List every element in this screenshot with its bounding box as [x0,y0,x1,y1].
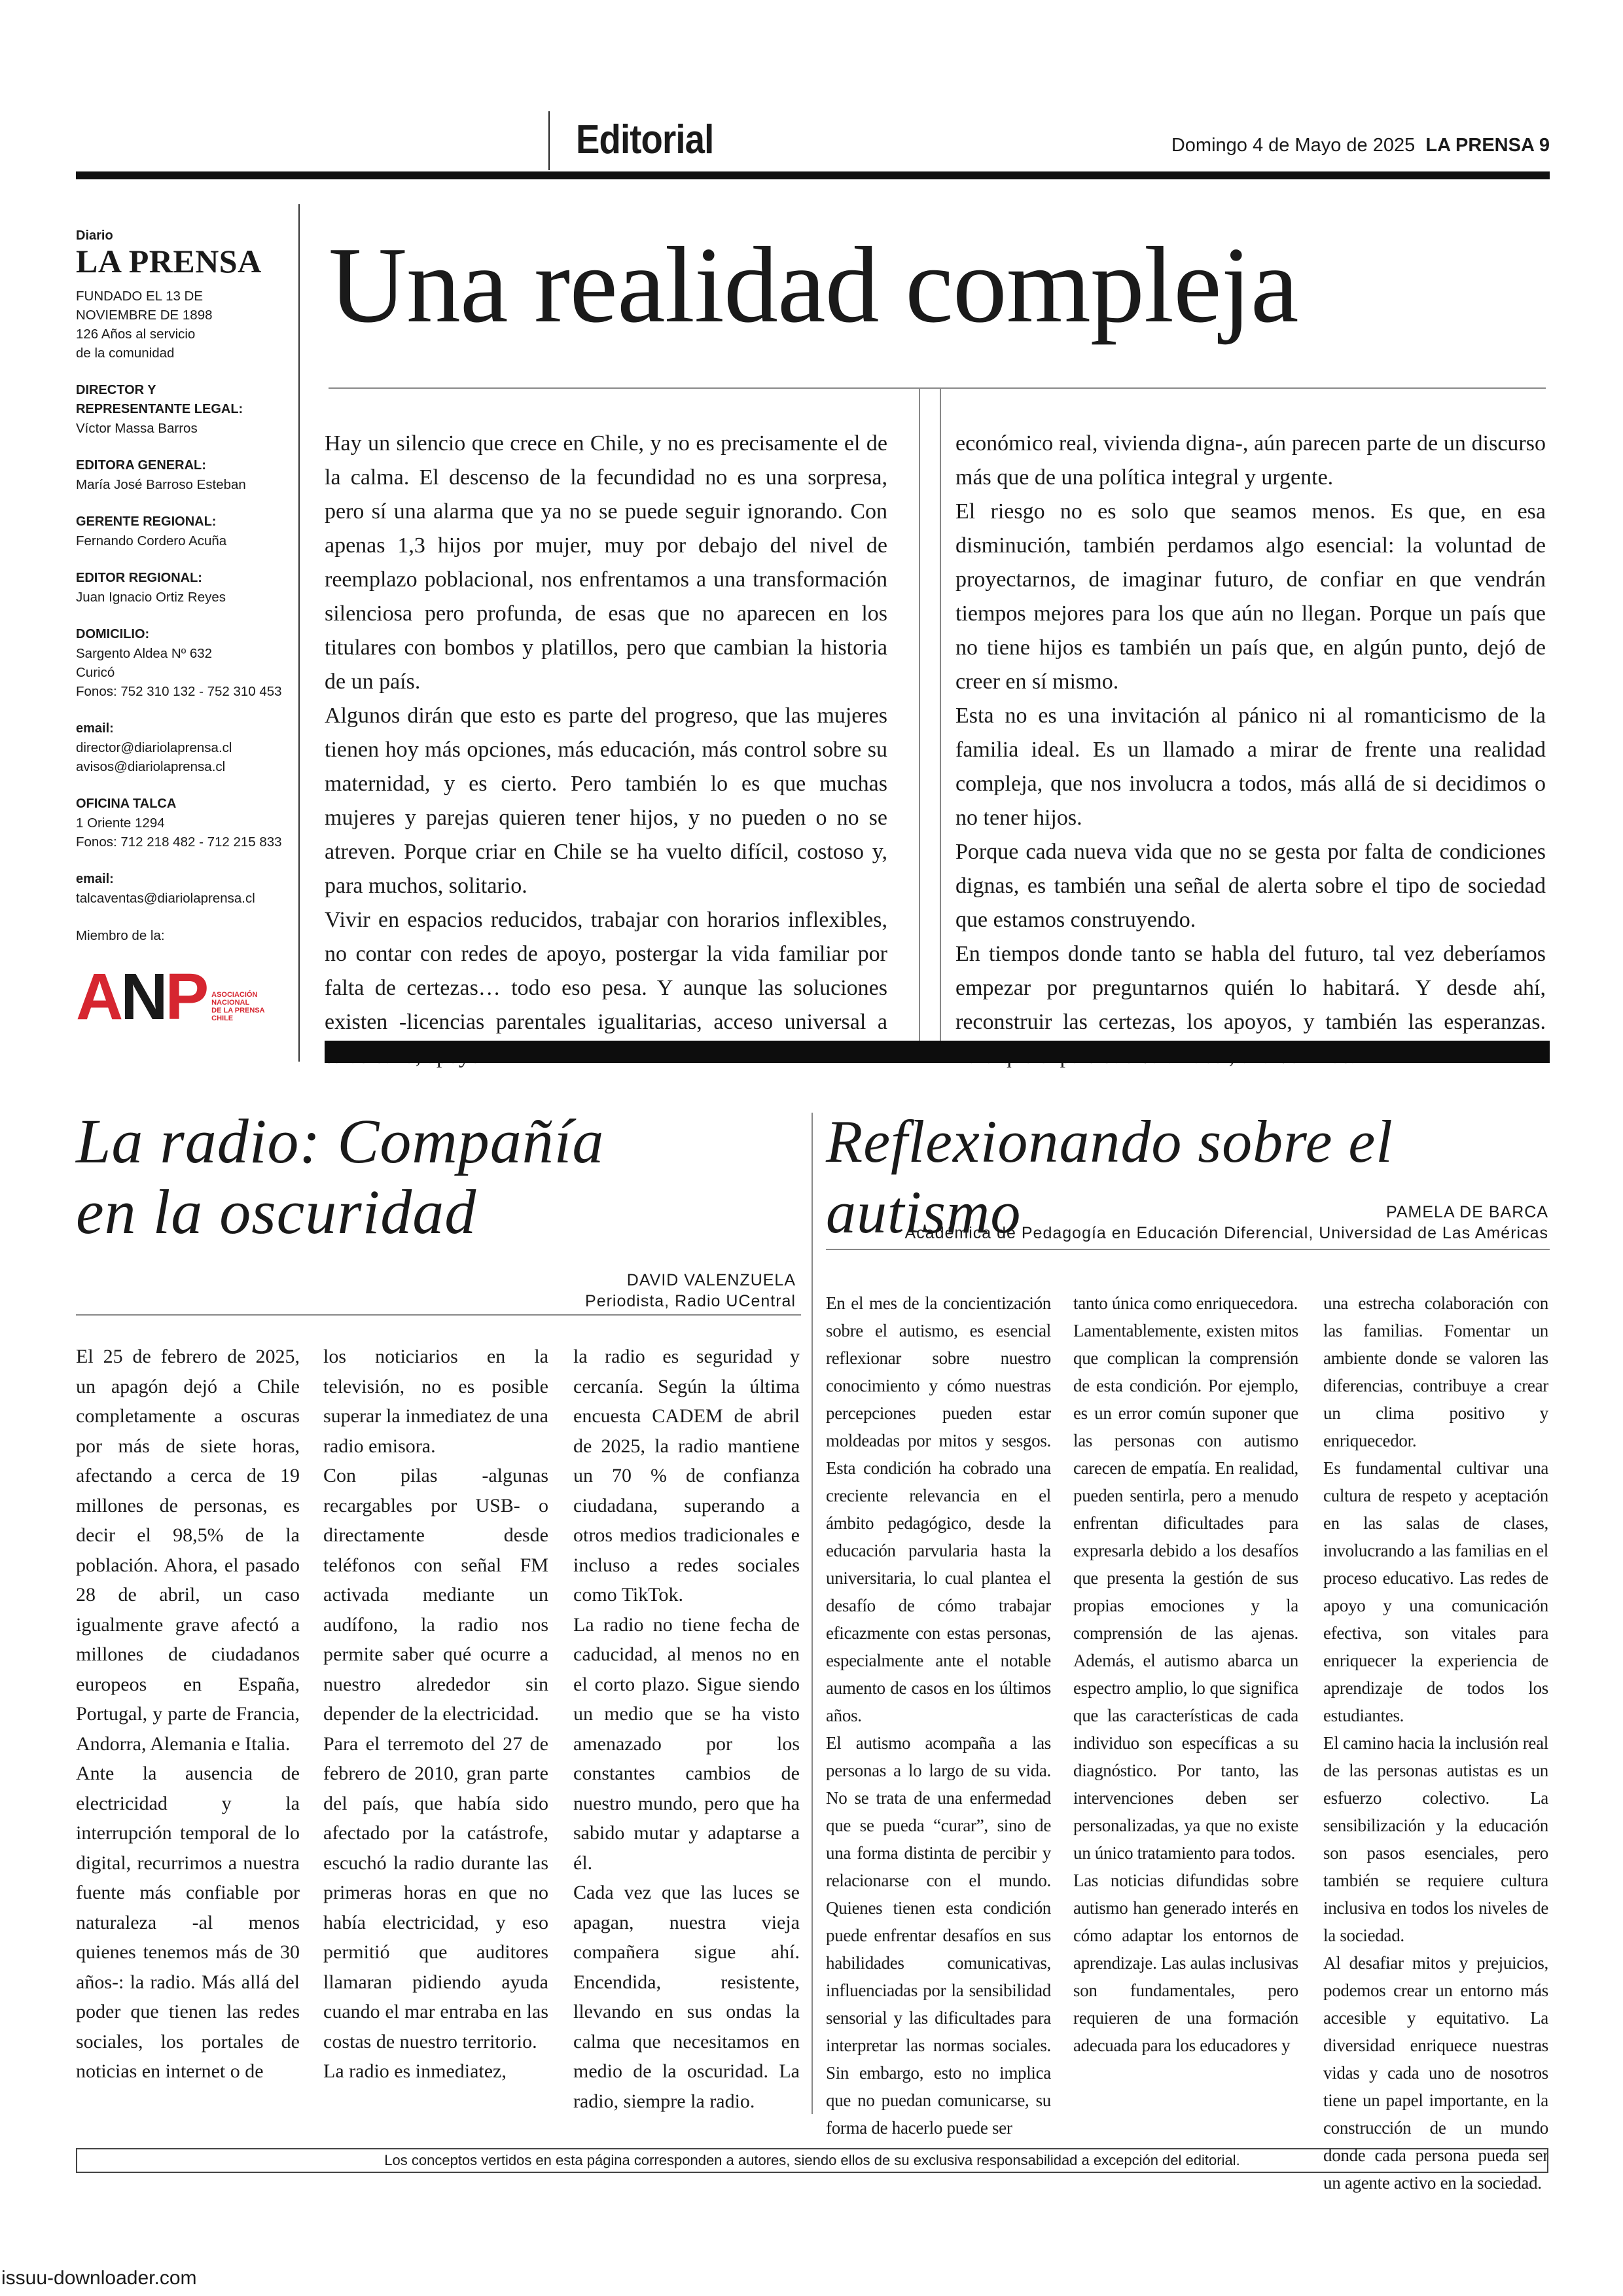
paragraph: Vivir en espacios reducidos, trabajar con horarios inflexibles, no contar con redes de apoyo, postergar la vida familiar por falta de certezas… todo eso pesa. Y aunque las soluciones existen -licencias parentales igualitarias, acceso universal a [325,908,887,1034]
disclaimer-box [76,2148,1548,2173]
editorial-title: Una realidad compleja [329,224,1298,345]
editora-block [76,456,298,494]
domicilio-line: Fonos: 752 310 132 - 752 310 453 [76,684,282,699]
domicilio-label: DOMICILIO: [76,627,150,641]
radio-column-2 [323,1342,548,2087]
director-label: DIRECTOR Y [76,383,156,397]
paragraph: La radio es inmediatez, [323,2060,507,2082]
editorial-column-divider [940,389,941,1041]
paragraph: En el mes de la concientización sobre el autismo, es esencial reflexionar sobre nuestro conocimiento y cómo nuestras percepciones pueden estar moldeadas por mitos y sesgos. Esta condición ha cobrado una creciente relevancia en el ámbito pedagógico, desde la educación parvularia hasta la universitaria, lo cual plantea el desafío de cómo trabajar eficazmente con estas personas, especialmente ante el notable aumento de casos en los últimos años. [826,1293,1051,1725]
paragraph: Ante la ausencia de electricidad y la interrupción temporal de lo digital, recurrimos a nuestra fuente más confiable por naturaleza -al menos quienes tenemos más de 30 años-: la radio. Más allá del poder que tienen las redes sociales, los portales de noticias en internet o de [76,1763,300,2082]
email-link[interactable]: avisos@diariolaprensa.cl [76,759,226,774]
radio-article-title [76,1106,770,1247]
paragraph: Las noticias difundidas sobre autismo han generado interés en cómo adaptar los entornos de aprendizaje. Las aulas inclusivas son fundamentales, pero requieren de una formación adecuada para los educadores y [1073,1871,1298,2055]
disclaimer-text: Los conceptos vertidos en esta página corresponden a autores, siendo ellos de su exclusiva responsabilidad a excepción del editorial. [384,2152,1240,2168]
anp-sub-line: CHILE [211,1014,234,1022]
gerente-label: GERENTE REGIONAL: [76,514,217,529]
articles-divider [812,1113,813,2114]
paragraph: Esta no es una invitación al pánico ni al romanticismo de la familia ideal. Es un llamado a mirar de frente una realidad compleja, que nos involucra a todos, más allá de si decidimos o no tener hijos. [955,704,1546,830]
editora-name: María José Barroso Esteban [76,477,246,492]
page-number: LA PRENSA 9 [1425,135,1550,156]
autismo-byline-rule [826,1249,1550,1250]
paragraph: económico real, vivienda digna-, aún parecen parte de un discurso más que de una política integral y urgente. [955,431,1546,490]
director-name: Víctor Massa Barros [76,421,198,436]
masthead-divider [298,204,300,1062]
author-name: DAVID VALENZUELA [626,1271,796,1289]
paragraph: Algunos dirán que esto es parte del progreso, que las mujeres tienen hoy más opciones, más educación, más control sobre su maternidad, y es cierto. Pero también lo es que muchas mujeres y parejas quieren tener hijos, y no pueden o no se atreven. Porque criar en Chile se ha vuelto difícil, costoso y, para muchos, solitario. [325,704,887,898]
radio-column-3 [573,1342,800,2116]
director-block [76,381,298,438]
autismo-column-2 [1073,1289,1298,2059]
paragraph: tanto única como enriquecedora. [1073,1293,1298,1313]
email2-block [76,870,298,908]
founded-line: FUNDADO EL 13 DE [76,289,204,304]
paragraph: En tiempos donde tanto se habla del futuro, tal vez deberíamos empezar por preguntarnos quién lo habitará. Y desde ahí, reconstruir las certezas, los apoyos, y también las esperanzas. [955,942,1546,1034]
paragraph: El riesgo no es solo que seamos menos. Es que, en esa disminución, también perdamos algo esencial: la voluntad de proyectarnos, de imaginar futuro, de confiar en que vendrán tiempos mejores para los que aún no llegan. Porque un país que no tiene hijos es también un país que, en algún punto, dejó de creer en sí mismo. [955,499,1546,694]
paragraph: Al desafiar mitos y prejuicios, podemos crear un entorno más accesible y equitativo. La diversidad enriquece nuestras vidas y cada uno de nosotros tiene un papel importante, en la construcción de un mundo donde cada persona pueda ser un agente activo en la sociedad. [1323,1953,1548,2193]
masthead-small: Diario [76,228,113,243]
header-divider [548,111,550,170]
editorial-title-rule [329,387,1546,389]
radio-byline-rule [76,1314,801,1316]
section-title: Editorial [576,117,714,162]
author-name: PAMELA DE BARCA [1386,1203,1548,1221]
editorial-column-1 [325,427,887,1073]
gerente-block [76,512,298,550]
autismo-column-1 [826,1289,1051,2142]
radio-byline [76,1270,796,1312]
domicilio-block [76,625,298,701]
paragraph: Cada vez que las luces se apagan, nuestra vieja compañera sigue ahí. Encendida, resistente, llevando en sus ondas la calma que necesitamos en medio de la oscuridad. La radio, siempre la radio. [573,1882,800,2112]
paragraph: El 25 de febrero de 2025, un apagón dejó a Chile completamente a oscuras por más de siete horas, afectando a cerca de 19 millones de personas, es decir el 98,5% de la población. Ahora, el pasado 28 de abril, un caso igualmente grave afectó a millones de ciudadanos europeos en España, Portugal, y parte de Francia, Andorra, Alemania e Italia. [76,1346,300,1755]
director-label: REPRESENTANTE LEGAL: [76,402,243,416]
paragraph: Lamentablemente, existen mitos que complican la comprensión de esta condición. Por ejemplo, es un error común suponer que las personas con autismo carecen de empatía. En realidad, pueden sentirla, pero a menudo enfrentan dificultades para expresarla debido a los desafíos que presenta la gestión de sus propias emociones y la comprensión de las ajenas. Además, el autismo abarca un espectro amplio, lo que significa que las características de cada individuo son específicas a su diagnóstico. Por tanto, las intervenciones deben ser personalizadas, ya que no existe un único tratamiento para todos. [1073,1321,1298,1863]
editor-label: EDITOR REGIONAL: [76,571,202,585]
autismo-article-title: Reflexionando sobre el autismo [826,1108,1393,1246]
issue-date: Domingo 4 de Mayo de 2025 [1171,135,1416,156]
editor-block [76,569,298,607]
gerente-name: Fernando Cordero Acuña [76,533,227,548]
watermark: issuu-downloader.com [1,2267,197,2289]
anp-sub-line: NACIONAL [211,999,250,1007]
autismo-byline [826,1202,1548,1244]
paragraph: El autismo acompaña a las personas a lo largo de su vida. No se trata de una enfermedad que se pueda “curar”, sino de una forma distinta de percibir y relacionarse con el mundo. Quienes tienen esta condición puede enfrentar desafíos en sus habilidades comunicativas, influenciadas por la sensibilidad sensorial y las dificultades para interpretar las normas sociales. Sin embargo, esto no implica que no puedan comunicarse, su forma de hacerlo puede ser [826,1733,1051,2138]
paragraph: Es fundamental cultivar una cultura de respeto y aceptación en las salas de clases, involucrando a las familias en el proceso educativo. Las redes de apoyo y una comunicación efectiva, son vitales para enriquecer la experiencia de aprendizaje de todos los estudiantes. [1323,1458,1548,1725]
email-label: email: [76,721,114,736]
paragraph: los noticiarios en la televisión, no es posible superar la inmediatez de una radio emisora. [323,1346,548,1457]
author-role: Periodista, Radio UCentral [585,1292,796,1310]
paragraph: El camino hacia la inclusión real de las personas autistas es un esfuerzo colectivo. La sensibilización y la educación son pasos esenciales, pero también se requiere cultura inclusiva en todos los niveles de la sociedad. [1323,1733,1548,1945]
email-link[interactable]: talcaventas@diariolaprensa.cl [76,891,255,906]
masthead-name: LA PRENSA [76,243,262,279]
domicilio-line: Sargento Aldea Nº 632 [76,646,213,661]
anp-sub-line: ASOCIACIÓN [211,991,258,999]
anp-logo [76,960,298,1033]
editorial-column-divider [919,389,920,1041]
anp-sub-line: DE LA PRENSA [211,1007,265,1014]
paragraph: Para el terremoto del 27 de febrero de 2010, gran parte del país, que había sido afectado por la catástrofe, escuchó la radio durante las primeras horas en que no había electricidad, y eso permitió que auditores llamaran pidiendo ayuda cuando el mar entraba en las costas de nuestro territorio. [323,1732,548,2053]
email-link[interactable]: director@diariolaprensa.cl [76,740,232,755]
paragraph: Porque cada nueva vida que no se gesta por falta de condiciones dignas, es también una señal de alerta sobre el tipo de sociedad que estamos construyendo. [955,840,1546,932]
talca-label: OFICINA TALCA [76,797,177,811]
section-separator-bar [325,1041,1550,1063]
radio-column-1 [76,1342,300,2087]
talca-line: 1 Oriente 1294 [76,816,165,831]
paragraph: la radio es seguridad y cercanía. Según la última encuesta CADEM de abril de 2025, la radio mantiene un 70 % de confianza ciudadana, superando a otros medios tradicionales e incluso a redes sociales como TikTok. [573,1346,800,1605]
talca-block [76,795,298,852]
title-line: La radio: Compañía [76,1106,605,1176]
author-role: Académica de Pedagogía en Educación Diferencial, Universidad de Las Américas [904,1224,1548,1242]
email2-label: email: [76,872,114,886]
editora-label: EDITORA GENERAL: [76,458,206,473]
masthead [76,228,298,1033]
title-line: en la oscuridad [76,1177,477,1247]
editor-name: Juan Ignacio Ortiz Reyes [76,590,226,605]
founded-line: de la comunidad [76,346,175,361]
founded-line: 126 Años al servicio [76,327,196,342]
date-line [1171,135,1550,156]
header-rule [76,171,1550,179]
autismo-column-3 [1323,1289,1548,2197]
email-block [76,719,298,776]
domicilio-line: Curicó [76,665,115,680]
paragraph: La radio no tiene fecha de caducidad, al menos no en el corto plazo. Sigue siendo un medio que se ha visto amenazado por los constantes cambios de nuestro mundo, pero que ha sabido mutar y adaptarse a él. [573,1613,800,1874]
anp-logo-subtitle [211,991,265,1026]
editorial-column-2 [955,427,1546,1073]
paragraph: una estrecha colaboración con las familias. Fomentar un ambiente donde se valoren las diferencias, contribuye a crear un clima positivo y enriquecedor. [1323,1293,1548,1450]
paragraph: Con pilas -algunas recargables por USB- o directamente desde teléfonos con señal FM activada mediante un audífono, la radio nos permite saber qué ocurre a nuestro alrededor sin depender de la electricidad. [323,1465,548,1725]
anp-logo-letters: ANP [76,960,207,1033]
talca-line: Fonos: 712 218 482 - 712 215 833 [76,834,282,850]
paragraph: Hay un silencio que crece en Chile, y no es precisamente el de la calma. El descenso de la fecundidad no es una sorpresa, pero sí una alarma que ya no se puede seguir ignorando. Con apenas 1,3 hijos por mujer, muy por debajo del nivel de reemplazo poblacional, nos enfrentamos a una transformación silenciosa pero profunda, de esas que no aparecen en los titulares con bombos y platillos, pero que cambian la historia de un país. [325,431,887,694]
founded-info [76,287,298,363]
member-label: Miembro de la: [76,928,165,943]
founded-line: NOVIEMBRE DE 1898 [76,308,213,323]
